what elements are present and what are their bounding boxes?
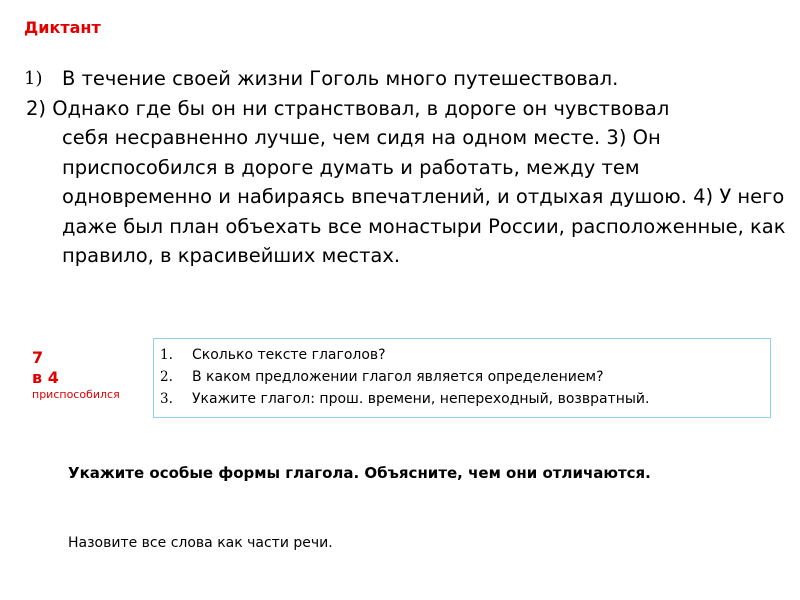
question-text: Укажите глагол: прош. времени, непереходный, возвратный.: [192, 391, 650, 407]
question-number: 1.: [160, 347, 173, 363]
sentence-2-first-line: 2) Однако где бы он ни странствовал, в дороге он чувствовал: [26, 96, 670, 120]
question-number: 2.: [160, 369, 173, 385]
task-special-verb-forms: Укажите особые формы глагола. Объясните, чем они отличаются.: [68, 464, 651, 482]
questions-box: [153, 338, 771, 418]
answer-sentence: в 4: [32, 368, 59, 387]
answer-verb: приспособился: [32, 388, 120, 401]
sentence-1-number: 1): [24, 68, 43, 89]
sentences-2-4: [24, 94, 794, 271]
task-parts-of-speech: Назовите все слова как части речи.: [68, 535, 333, 551]
questions-list: [160, 344, 770, 410]
question-text: Сколько тексте глаголов?: [192, 347, 386, 363]
sentence-1: [24, 64, 794, 94]
sentence-1-text: В течение своей жизни Гоголь много путешествовал.: [62, 67, 619, 90]
question-item: [160, 344, 770, 366]
answer-notes: [32, 348, 120, 402]
question-text: В каком предложении глагол является определением?: [192, 369, 604, 385]
sentences-2-4-continuation: себя несравненно лучше, чем сидя на одном месте. 3) Он приспособился в дороге думать и работать, между тем одновременно и набираясь впечатлений, и отдыхая душою. 4) У него даже был план объехать все монастыри России, расположенные, как правило, в красивейших местах.: [62, 126, 786, 267]
question-number: 3.: [160, 391, 173, 407]
question-item: [160, 388, 770, 410]
question-item: [160, 366, 770, 388]
dictation-text: [24, 64, 794, 271]
page-title: Диктант: [24, 18, 101, 37]
answer-count: 7: [32, 348, 44, 367]
